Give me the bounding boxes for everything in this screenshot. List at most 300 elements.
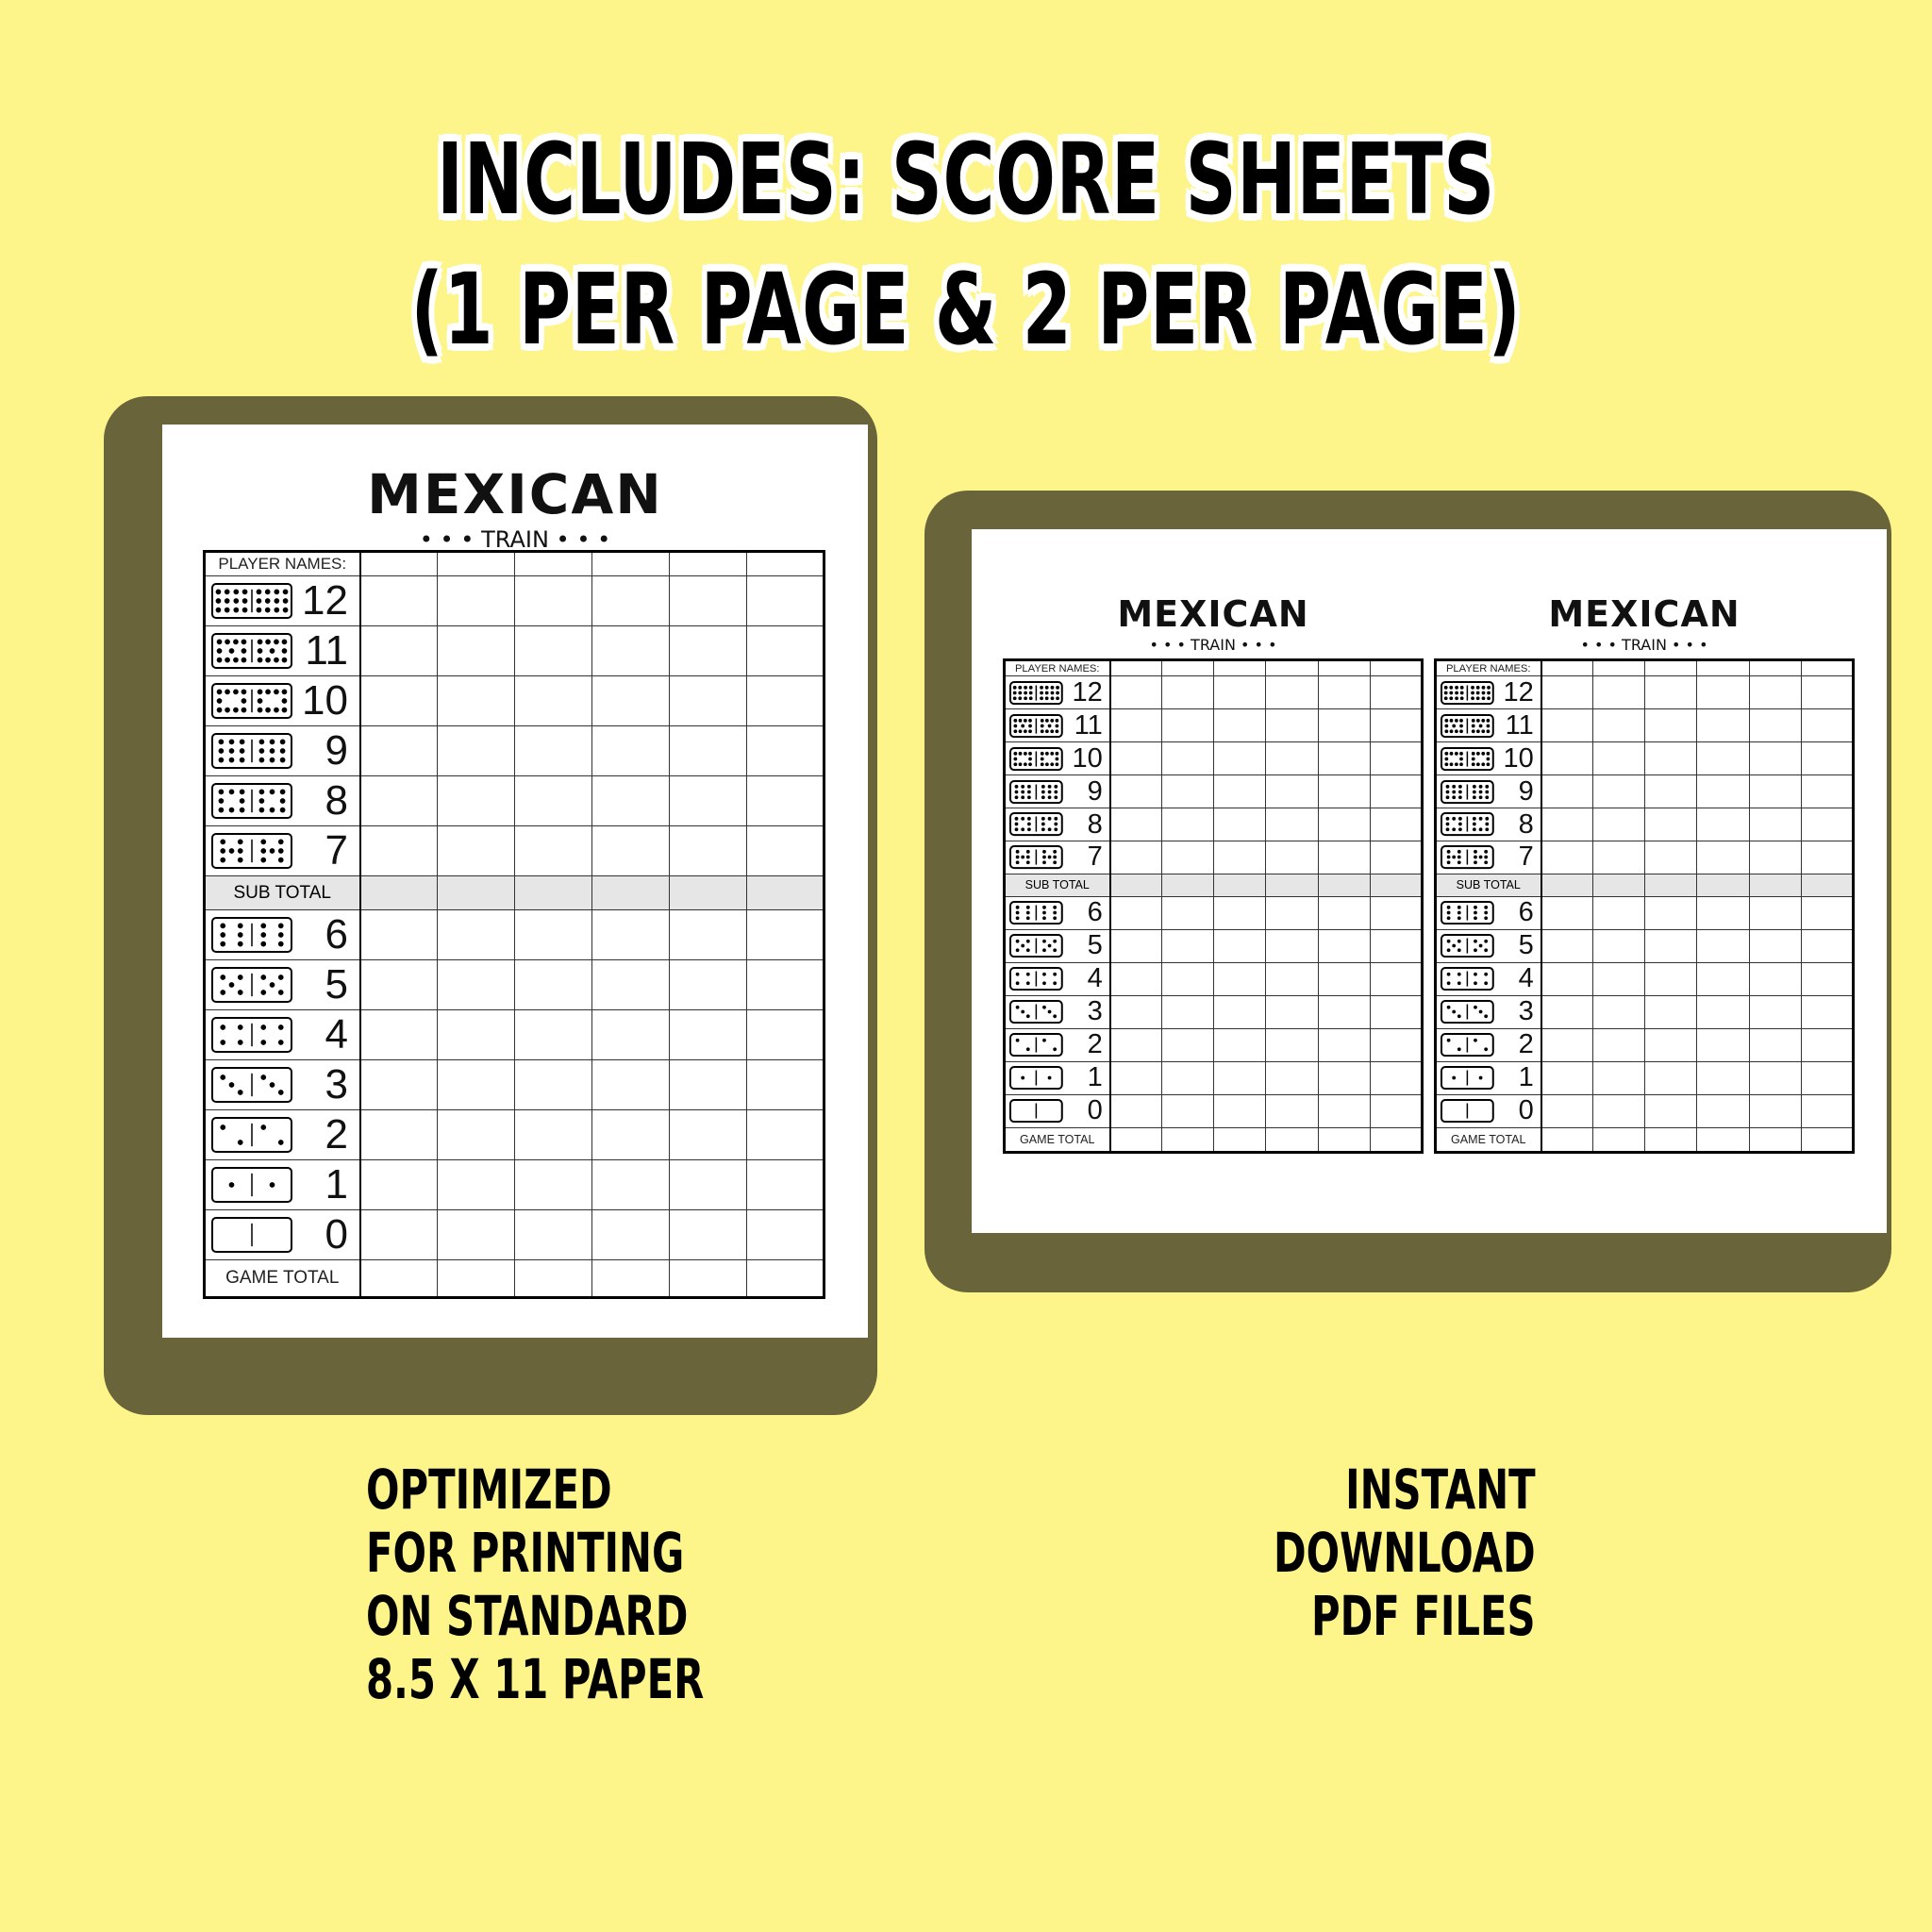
score-cell[interactable] [1749,742,1801,775]
score-cell[interactable] [1801,841,1853,874]
score-cell[interactable] [1162,995,1214,1028]
score-cell[interactable] [1645,874,1697,896]
score-cell[interactable] [1214,742,1266,775]
score-cell[interactable] [1214,995,1266,1028]
score-cell[interactable] [1162,775,1214,808]
score-cell[interactable] [1110,775,1162,808]
score-cell[interactable] [438,1260,515,1298]
score-cell[interactable] [1110,808,1162,841]
score-cell[interactable] [1162,709,1214,742]
score-cell[interactable] [592,1010,670,1060]
score-cell[interactable] [592,876,670,910]
score-cell[interactable] [1541,1127,1593,1152]
score-cell[interactable] [1749,1094,1801,1127]
score-cell[interactable] [747,1010,824,1060]
score-cell[interactable] [747,960,824,1010]
score-cell[interactable] [1697,874,1749,896]
score-cell[interactable] [1214,929,1266,962]
row-label [205,1060,360,1110]
score-cell[interactable] [1697,896,1749,929]
score-cell[interactable] [1318,841,1370,874]
score-cell[interactable] [438,576,515,626]
score-cell[interactable] [1162,676,1214,709]
score-cell[interactable] [1697,660,1749,676]
score-cell[interactable] [670,1110,747,1160]
score-cell[interactable] [1749,841,1801,874]
score-cell[interactable] [1697,808,1749,841]
score-cell[interactable] [747,676,824,726]
score-cell[interactable] [1749,676,1801,709]
score-cell[interactable] [1697,995,1749,1028]
score-cell[interactable] [1541,808,1593,841]
score-cell[interactable] [1214,896,1266,929]
score-cell[interactable] [1541,660,1593,676]
score-cell[interactable] [1749,775,1801,808]
score-cell[interactable] [747,626,824,676]
score-cell[interactable] [592,1210,670,1260]
score-cell[interactable] [1162,929,1214,962]
score-cell[interactable] [438,1110,515,1160]
score-cell[interactable] [1645,742,1697,775]
score-cell[interactable] [592,1160,670,1210]
score-cell[interactable] [1541,676,1593,709]
score-cell[interactable] [1162,1127,1214,1152]
score-cell[interactable] [1318,676,1370,709]
score-cell[interactable] [1266,1028,1318,1061]
score-cell[interactable] [670,676,747,726]
score-cell[interactable] [1749,1028,1801,1061]
score-cell[interactable] [438,776,515,826]
score-cell[interactable] [1593,676,1645,709]
score-cell[interactable] [1370,660,1422,676]
score-cell[interactable] [1370,874,1422,896]
score-cell[interactable] [1370,995,1422,1028]
score-cell[interactable] [515,960,592,1010]
score-cell[interactable] [1214,874,1266,896]
score-cell[interactable] [1541,841,1593,874]
score-cell[interactable] [1645,660,1697,676]
score-cell[interactable] [438,826,515,876]
score-cell[interactable] [360,826,438,876]
score-cell[interactable] [515,1060,592,1110]
score-cell[interactable] [1214,1127,1266,1152]
score-cell[interactable] [1541,1028,1593,1061]
score-cell[interactable] [1318,1061,1370,1094]
score-cell[interactable] [747,1110,824,1160]
score-cell[interactable] [1749,709,1801,742]
score-cell[interactable] [1370,709,1422,742]
score-cell[interactable] [747,726,824,776]
score-cell[interactable] [1697,775,1749,808]
score-cell[interactable] [670,826,747,876]
score-cell[interactable] [1110,1127,1162,1152]
score-cell[interactable] [1645,676,1697,709]
score-cell[interactable] [360,726,438,776]
score-cell[interactable] [360,1010,438,1060]
score-cell[interactable] [1593,660,1645,676]
score-cell[interactable] [1370,962,1422,995]
score-cell[interactable] [1266,1061,1318,1094]
score-cell[interactable] [1110,896,1162,929]
domino-icon [1009,812,1063,836]
score-cell[interactable] [1318,995,1370,1028]
score-cell[interactable] [1749,1061,1801,1094]
score-cell[interactable] [1697,1028,1749,1061]
score-cell[interactable] [1697,1094,1749,1127]
score-cell[interactable] [1110,1094,1162,1127]
score-cell[interactable] [1370,1028,1422,1061]
score-cell[interactable] [1645,929,1697,962]
score-cell[interactable] [1801,775,1853,808]
score-cell[interactable] [1801,808,1853,841]
score-cell[interactable] [1162,896,1214,929]
score-cell[interactable] [1214,1061,1266,1094]
score-cell[interactable] [1266,676,1318,709]
score-cell[interactable] [1801,896,1853,929]
score-cell[interactable] [1318,709,1370,742]
score-cell[interactable] [1697,929,1749,962]
score-cell[interactable] [438,1060,515,1110]
score-cell[interactable] [1541,962,1593,995]
score-cell[interactable] [1110,962,1162,995]
score-cell[interactable] [1318,775,1370,808]
score-cell[interactable] [438,1010,515,1060]
score-cell[interactable] [360,552,438,576]
score-cell[interactable] [1370,676,1422,709]
score-cell[interactable] [1697,841,1749,874]
score-cell[interactable] [1645,1094,1697,1127]
score-cell[interactable] [1318,874,1370,896]
score-cell[interactable] [1801,874,1853,896]
score-cell[interactable] [515,676,592,726]
score-cell[interactable] [1801,1094,1853,1127]
score-cell[interactable] [1318,1127,1370,1152]
score-cell[interactable] [670,1010,747,1060]
score-cell[interactable] [1749,1127,1801,1152]
score-cell[interactable] [1318,962,1370,995]
score-cell[interactable] [592,576,670,626]
score-cell[interactable] [1749,808,1801,841]
score-cell[interactable] [1593,742,1645,775]
score-cell[interactable] [1801,660,1853,676]
score-cell[interactable] [747,1260,824,1298]
score-cell[interactable] [1801,742,1853,775]
score-cell[interactable] [1214,1094,1266,1127]
score-cell[interactable] [1110,709,1162,742]
score-cell[interactable] [1593,962,1645,995]
score-cell[interactable] [592,1260,670,1298]
score-cell[interactable] [360,1260,438,1298]
round-number: 4 [1087,963,1103,994]
score-cell[interactable] [670,876,747,910]
score-cell[interactable] [1801,1127,1853,1152]
score-cell[interactable] [1593,808,1645,841]
score-cell[interactable] [438,910,515,960]
score-cell[interactable] [1541,742,1593,775]
score-cell[interactable] [438,626,515,676]
score-cell[interactable] [1266,775,1318,808]
score-cell[interactable] [592,776,670,826]
score-cell[interactable] [515,776,592,826]
score-cell[interactable] [1318,742,1370,775]
score-cell[interactable] [515,910,592,960]
score-cell[interactable] [1266,709,1318,742]
score-cell[interactable] [1266,929,1318,962]
score-cell[interactable] [1162,962,1214,995]
score-cell[interactable] [1162,1028,1214,1061]
score-cell[interactable] [592,960,670,1010]
score-cell[interactable] [1645,1061,1697,1094]
score-cell[interactable] [1370,1127,1422,1152]
score-cell[interactable] [670,1260,747,1298]
score-cell[interactable] [1749,929,1801,962]
score-cell[interactable] [515,826,592,876]
score-cell[interactable] [747,1210,824,1260]
score-cell[interactable] [438,1160,515,1210]
score-cell[interactable] [1370,929,1422,962]
score-cell[interactable] [1370,775,1422,808]
score-cell[interactable] [1593,1028,1645,1061]
score-cell[interactable] [1697,742,1749,775]
score-cell[interactable] [1162,1061,1214,1094]
score-cell[interactable] [1801,676,1853,709]
domino-icon [1441,845,1494,869]
score-cell[interactable] [747,552,824,576]
score-cell[interactable] [1749,660,1801,676]
score-cell[interactable] [515,1010,592,1060]
score-cell[interactable] [670,910,747,960]
score-cell[interactable] [747,876,824,910]
score-cell[interactable] [670,576,747,626]
score-cell[interactable] [438,876,515,910]
score-cell[interactable] [1214,775,1266,808]
score-cell[interactable] [1162,808,1214,841]
score-cell[interactable] [1266,896,1318,929]
score-cell[interactable] [438,1210,515,1260]
score-cell[interactable] [1162,874,1214,896]
score-cell[interactable] [1214,962,1266,995]
score-cell[interactable] [1318,660,1370,676]
round-number: 0 [325,1211,348,1257]
score-cell[interactable] [1162,841,1214,874]
score-cell[interactable] [592,910,670,960]
score-cell[interactable] [360,960,438,1010]
score-cell[interactable] [438,960,515,1010]
score-cell[interactable] [1749,962,1801,995]
score-cell[interactable] [1214,1028,1266,1061]
score-cell[interactable] [1541,896,1593,929]
round-number: 4 [325,1011,348,1058]
score-cell[interactable] [670,726,747,776]
score-cell[interactable] [360,1110,438,1160]
score-cell[interactable] [1162,660,1214,676]
score-cell[interactable] [1266,1127,1318,1152]
score-cell[interactable] [1266,808,1318,841]
score-cell[interactable] [1593,775,1645,808]
score-cell[interactable] [670,960,747,1010]
score-cell[interactable] [1110,929,1162,962]
score-cell[interactable] [1214,676,1266,709]
score-cell[interactable] [1801,995,1853,1028]
score-cell[interactable] [1110,660,1162,676]
score-cell[interactable] [1801,962,1853,995]
score-cell[interactable] [1645,995,1697,1028]
score-cell[interactable] [1110,676,1162,709]
score-cell[interactable] [1318,1094,1370,1127]
round-number: 6 [1087,897,1103,928]
score-cell[interactable] [670,1160,747,1210]
score-cell[interactable] [1541,1094,1593,1127]
score-cell[interactable] [1370,742,1422,775]
score-cell[interactable] [360,1160,438,1210]
score-cell[interactable] [1266,841,1318,874]
score-cell[interactable] [360,576,438,626]
score-cell[interactable] [1593,995,1645,1028]
score-cell[interactable] [1214,660,1266,676]
score-cell[interactable] [1266,995,1318,1028]
score-cell[interactable] [1318,1028,1370,1061]
score-cell[interactable] [360,676,438,726]
score-cell[interactable] [515,726,592,776]
score-cell[interactable] [1266,660,1318,676]
score-cell[interactable] [1697,676,1749,709]
score-cell[interactable] [1110,1028,1162,1061]
score-cell[interactable] [1749,896,1801,929]
score-cell[interactable] [1214,709,1266,742]
score-cell[interactable] [1801,1061,1853,1094]
row-label [1005,896,1110,929]
score-cell[interactable] [1697,1127,1749,1152]
score-cell[interactable] [1645,709,1697,742]
round-number: 1 [325,1161,348,1208]
score-cell[interactable] [592,1060,670,1110]
score-cell[interactable] [1266,962,1318,995]
score-cell[interactable] [1593,841,1645,874]
score-cell[interactable] [1214,808,1266,841]
score-cell[interactable] [670,1060,747,1110]
score-cell[interactable] [1541,775,1593,808]
score-cell[interactable] [1370,1061,1422,1094]
score-cell[interactable] [438,676,515,726]
score-cell[interactable] [1266,874,1318,896]
score-cell[interactable] [360,876,438,910]
score-cell[interactable] [1541,929,1593,962]
score-cell[interactable] [1541,995,1593,1028]
score-cell[interactable] [592,626,670,676]
score-cell[interactable] [1318,808,1370,841]
score-cell[interactable] [1593,874,1645,896]
score-cell[interactable] [1645,962,1697,995]
score-cell[interactable] [1266,742,1318,775]
score-cell[interactable] [1370,896,1422,929]
score-cell[interactable] [1110,995,1162,1028]
score-cell[interactable] [1593,1061,1645,1094]
score-cell[interactable] [515,1110,592,1160]
score-cell[interactable] [592,726,670,776]
score-cell[interactable] [360,1210,438,1260]
score-cell[interactable] [670,776,747,826]
round-number: 8 [1518,808,1534,840]
score-cell[interactable] [1162,742,1214,775]
score-cell[interactable] [747,910,824,960]
score-cell[interactable] [1593,1094,1645,1127]
score-cell[interactable] [670,626,747,676]
score-cell[interactable] [515,1210,592,1260]
score-cell[interactable] [1697,962,1749,995]
score-cell[interactable] [1697,709,1749,742]
score-cell[interactable] [1801,1028,1853,1061]
score-cell[interactable] [360,626,438,676]
score-cell[interactable] [747,576,824,626]
score-cell[interactable] [592,552,670,576]
score-cell[interactable] [1645,1028,1697,1061]
score-cell[interactable] [1214,841,1266,874]
score-cell[interactable] [1266,1094,1318,1127]
score-cell[interactable] [1370,1094,1422,1127]
score-cell[interactable] [1110,841,1162,874]
domino-icon [1009,845,1063,869]
score-cell[interactable] [1541,874,1593,896]
score-cell[interactable] [1370,841,1422,874]
score-cell[interactable] [438,552,515,576]
score-cell[interactable] [1697,1061,1749,1094]
score-cell[interactable] [1801,709,1853,742]
score-cell[interactable] [1645,841,1697,874]
score-cell[interactable] [1541,1061,1593,1094]
score-cell[interactable] [360,910,438,960]
score-cell[interactable] [592,1110,670,1160]
score-cell[interactable] [515,552,592,576]
score-cell[interactable] [1318,896,1370,929]
score-cell[interactable] [747,1060,824,1110]
score-cell[interactable] [1110,1061,1162,1094]
round-row [1436,709,1854,742]
score-cell[interactable] [670,1210,747,1260]
score-cell[interactable] [670,552,747,576]
score-cell[interactable] [1593,929,1645,962]
score-cell[interactable] [438,726,515,776]
score-cell[interactable] [1801,929,1853,962]
score-cell[interactable] [515,626,592,676]
score-cell[interactable] [1370,808,1422,841]
score-cell[interactable] [515,1160,592,1210]
score-cell[interactable] [1593,896,1645,929]
score-cell[interactable] [515,1260,592,1298]
score-cell[interactable] [1645,1127,1697,1152]
score-cell[interactable] [1645,896,1697,929]
score-cell[interactable] [360,1060,438,1110]
score-cell[interactable] [747,826,824,876]
score-cell[interactable] [1645,775,1697,808]
score-cell[interactable] [1110,742,1162,775]
score-cell[interactable] [360,776,438,826]
score-cell[interactable] [1162,1094,1214,1127]
score-cell[interactable] [1110,874,1162,896]
score-cell[interactable] [592,826,670,876]
score-cell[interactable] [747,1160,824,1210]
score-cell[interactable] [1318,929,1370,962]
score-cell[interactable] [1749,874,1801,896]
score-cell[interactable] [515,876,592,910]
score-cell[interactable] [1541,709,1593,742]
score-cell[interactable] [1593,709,1645,742]
score-cell[interactable] [592,676,670,726]
score-cell[interactable] [1645,808,1697,841]
score-cell[interactable] [747,776,824,826]
score-cell[interactable] [1593,1127,1645,1152]
score-cell[interactable] [515,576,592,626]
score-cell[interactable] [1749,995,1801,1028]
